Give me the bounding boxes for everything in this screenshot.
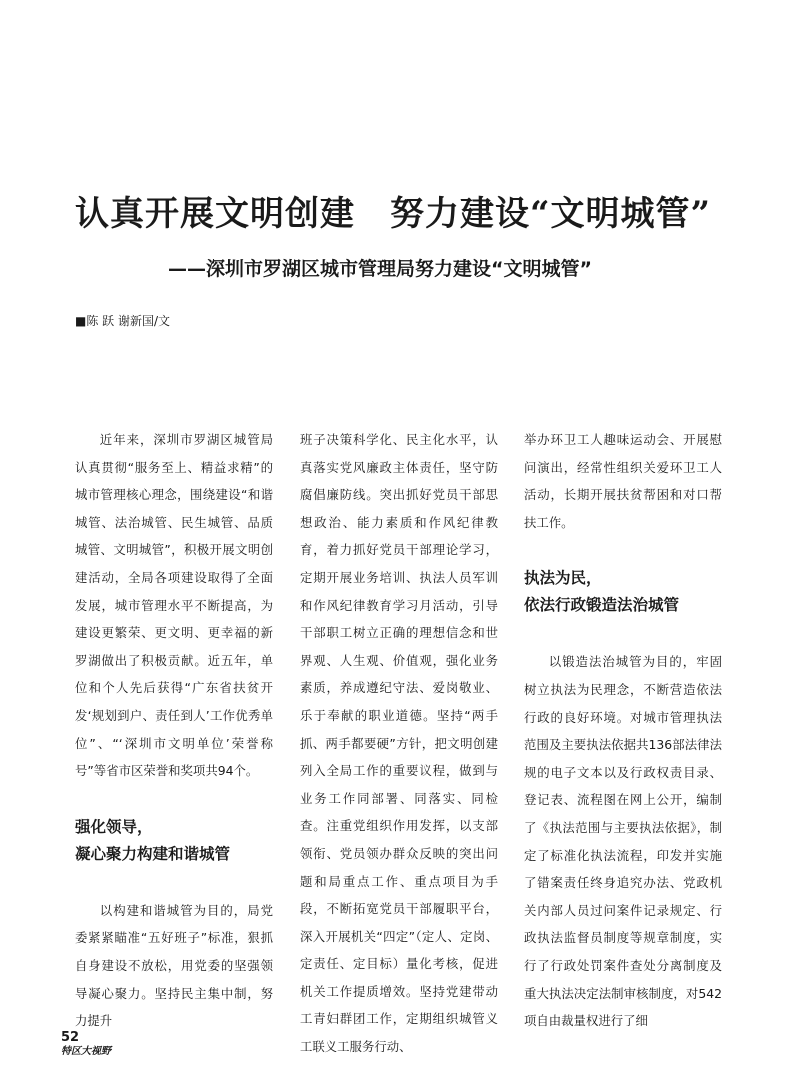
section-heading-line: 依法行政锻造法治城管 (524, 596, 680, 615)
article-title: 认真开展文明创建 努力建设“文明城管” (75, 194, 712, 234)
page-number: 52 (61, 1030, 80, 1045)
section-heading-line: 强化领导， (75, 817, 153, 836)
body-paragraph: 举办环卫工人趣味运动会、开展慰问演出，经常性组织关爱环卫工人活动，长期开展扶贫帮困和对口帮扶工作。 (524, 432, 722, 530)
body-paragraph: 近年来，深圳市罗湖区城管局认真贯彻“服务至上、精益求精”的城市管理核心理念，围绕建设“和谐城管、法治城管、民生城管、品质城管、文明城管”，积极开展文明创建活动，全局各项建设取得了全面发展，城市管理水平不断提高，为建设更繁荣、更文明、更幸福的新罗湖做出了积极贡献。近五年，单位和个人先后获得“广东省扶贫开发‘规划到户、责任到人’工作优秀单位”、“‘深圳市文明单位’荣誉称号”等省市区荣誉和奖项共94个。 (75, 432, 273, 779)
magazine-logo: 特区大视野 (61, 1046, 111, 1057)
article-subtitle: ——深圳市罗湖区城市管理局努力建设“文明城管” (168, 258, 592, 280)
body-paragraph-start: 以构建和谐城管为目的，局党委紧紧瞄准“五好班子”标准，狠抓自身建设不放松，用党委的坚强领导凝心聚力。坚持民主集中制，努力提升 (75, 902, 273, 1029)
body-paragraph-continued: 班子决策科学化、民主化水平，认真落实党风廉政主体责任，坚守防腐倡廉防线。突出抓好党员干部思想政治、能力素质和作风纪律教育，着力抓好党员干部理论学习，定期开展业务培训、执法人员军训和作风纪律教育学习月活动，引导干部职工树立正确的理想信念和世界观、人生观、价值观，强化业务素质，养成遵纪守法、爱岗敬业、乐于奉献的职业道德。坚持“两手抓、两手都要硬”方针，把文明创建列入全局工作的重要议程，做到与业务工作同部署、同落实、同检查。注重党组织作用发挥，以支部领衔、党员领办群众反映的突出问题和局重点工作、重点项目为手段，不断拓宽党员干部履职平台，深入开展机关“四定”（定人、定岗、定责任、定目标）量化考核，促进机关工作提质增效。坚持党建带动工青妇群团工作，定期组织城管义工联义工服务行动、 (300, 432, 498, 1055)
author-byline: ■陈 跃 谢新国/文 (75, 314, 171, 328)
text-column-1 (75, 426, 273, 1035)
body-paragraph: 以锻造法治城管为目的，牢固树立执法为民理念，不断营造依法行政的良好环境。对城市管理执法范围及主要执法依据共136部法律法规的电子文本以及行政权责目录、登记表、流程图在网上公开，编制了《执法范围与主要执法依据》，制定了标准化执法流程，印发并实施了错案责任终身追究办法、党政机关内部人员过问案件记录规定、行政执法监督员制度等规章制度，实行了行政处罚案件查处分离制度及重大执法决定法制审核制度，对542项自由裁量权进行了细 (524, 654, 722, 1029)
section-heading-line: 凝心聚力构建和谐城管 (75, 844, 231, 863)
text-column-3 (524, 426, 722, 1035)
text-column-2 (300, 426, 498, 1061)
section-heading-line: 执法为民， (524, 569, 602, 588)
